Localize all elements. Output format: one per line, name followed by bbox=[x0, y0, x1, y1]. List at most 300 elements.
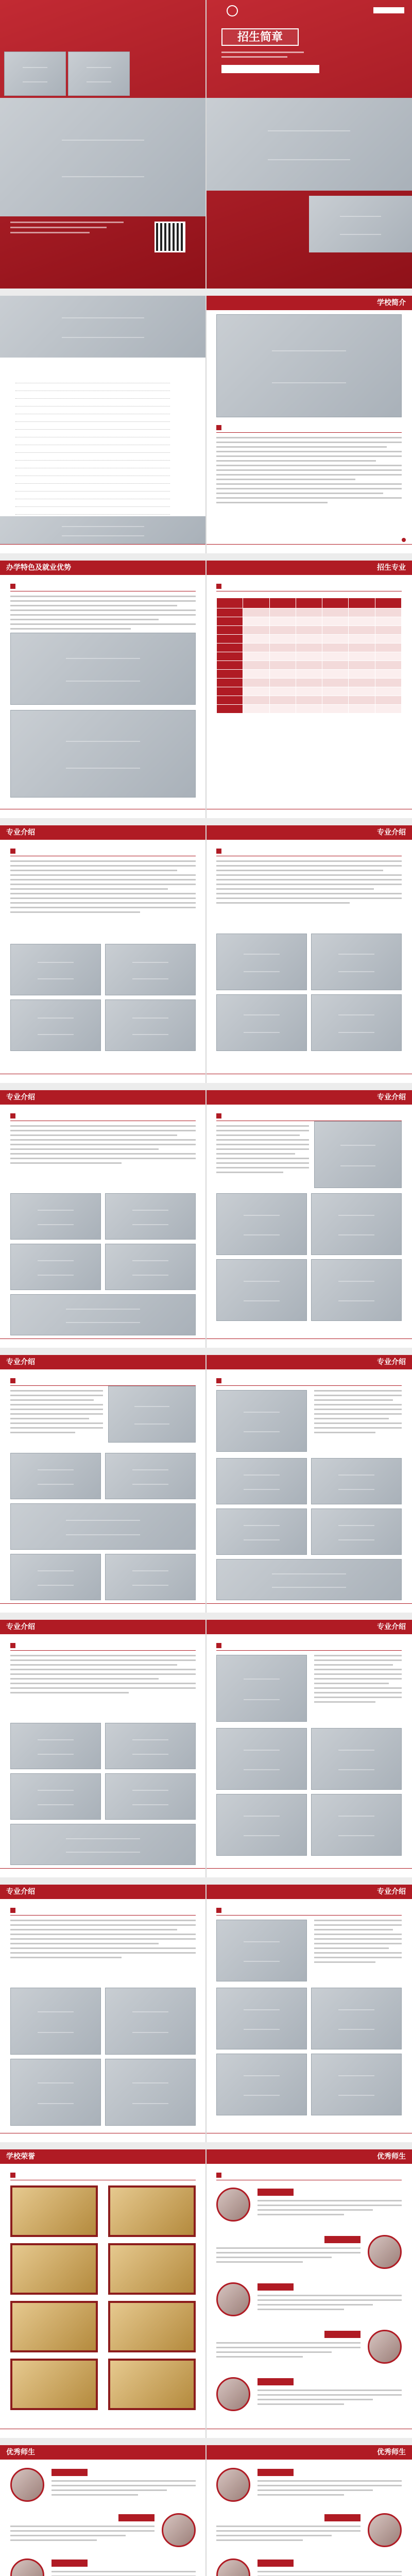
major-photo-4 bbox=[216, 2054, 307, 2115]
table-cell bbox=[243, 626, 269, 635]
table-cell bbox=[243, 661, 269, 670]
teacher-name bbox=[52, 2560, 88, 2567]
enrollment-heading bbox=[216, 581, 402, 591]
major-photo-6 bbox=[105, 1554, 196, 1600]
major-heading bbox=[10, 1640, 196, 1651]
advantages-page bbox=[0, 561, 206, 818]
teacher-card bbox=[216, 2556, 402, 2576]
section-band-majors: 专业介绍 bbox=[206, 1620, 412, 1634]
table-header bbox=[375, 598, 401, 608]
teacher-name bbox=[258, 2378, 294, 2385]
major-heading bbox=[10, 1111, 196, 1121]
majors-page-2 bbox=[206, 825, 412, 1083]
table-cell bbox=[243, 679, 269, 687]
table-cell bbox=[375, 705, 401, 714]
table-cell bbox=[349, 652, 375, 661]
major-photo-4 bbox=[105, 1244, 196, 1290]
table-row bbox=[217, 705, 402, 714]
honor-certificate bbox=[10, 2185, 98, 2237]
table-row bbox=[217, 635, 402, 643]
table-cell bbox=[349, 670, 375, 679]
table-header bbox=[349, 598, 375, 608]
majors-page-1 bbox=[0, 825, 206, 1083]
section-band-majors: 专业介绍 bbox=[206, 1885, 412, 1899]
teacher-bio bbox=[258, 2200, 402, 2218]
table-row bbox=[217, 643, 402, 652]
teacher-bio bbox=[216, 2247, 360, 2266]
table-cell bbox=[243, 635, 269, 643]
section-band-teachers: 优秀师生 bbox=[0, 2445, 206, 2460]
major-photo-5 bbox=[311, 1509, 402, 1555]
teacher-photo bbox=[368, 2235, 402, 2269]
spread-gutter bbox=[205, 561, 207, 818]
spread-gutter bbox=[205, 1355, 207, 1613]
table-cell bbox=[322, 696, 349, 705]
school-intro-text bbox=[216, 437, 402, 506]
teacher-name bbox=[324, 2236, 360, 2243]
major-photo-4 bbox=[105, 2059, 196, 2126]
spread-advantages bbox=[0, 561, 412, 818]
table-cell bbox=[349, 687, 375, 696]
contents-heading bbox=[15, 363, 77, 371]
major-photo-1 bbox=[10, 1723, 101, 1769]
page-footer bbox=[0, 1868, 206, 1877]
table-cell bbox=[322, 635, 349, 643]
cover-tag bbox=[373, 7, 404, 13]
page-footer bbox=[0, 1074, 206, 1083]
honor-certificate bbox=[108, 2185, 196, 2237]
teacher-name bbox=[258, 2560, 294, 2567]
table-cell bbox=[349, 617, 375, 626]
major-photo-4 bbox=[311, 994, 402, 1051]
table-cell bbox=[296, 617, 322, 626]
major-photo-4 bbox=[216, 1794, 307, 1856]
table-cell bbox=[375, 617, 401, 626]
major-photo-5 bbox=[10, 1824, 196, 1865]
enrollment-table bbox=[216, 598, 402, 714]
major-description bbox=[10, 1390, 103, 1436]
table-cell bbox=[217, 696, 243, 705]
brochure-title: 招生简章 bbox=[221, 28, 299, 46]
table-cell bbox=[375, 679, 401, 687]
major-description bbox=[10, 860, 196, 916]
spread-gutter bbox=[205, 296, 207, 553]
table-cell bbox=[269, 687, 296, 696]
section-band-majors: 专业介绍 bbox=[0, 1355, 206, 1369]
table-cell bbox=[375, 696, 401, 705]
table-cell bbox=[375, 670, 401, 679]
major-description bbox=[10, 1125, 196, 1167]
spread-gutter bbox=[205, 1090, 207, 1348]
honor-certificate bbox=[108, 2301, 196, 2352]
page-footer bbox=[0, 544, 206, 553]
teacher-card bbox=[216, 2185, 402, 2226]
major-heading bbox=[216, 1376, 402, 1386]
table-cell bbox=[243, 608, 269, 617]
teacher-card bbox=[216, 2280, 402, 2320]
honor-certificate bbox=[108, 2359, 196, 2410]
cover-main-photo bbox=[0, 98, 206, 216]
table-cell bbox=[322, 626, 349, 635]
section-band-majors: 专业介绍 bbox=[206, 1090, 412, 1105]
table-cell bbox=[243, 687, 269, 696]
teacher-photo bbox=[368, 2330, 402, 2364]
page-footer bbox=[0, 2133, 206, 2142]
major-heading bbox=[10, 1376, 196, 1386]
table-cell bbox=[269, 626, 296, 635]
cover-contact-block bbox=[10, 222, 124, 237]
majors-page-9 bbox=[0, 1885, 206, 2142]
major-heading bbox=[10, 846, 196, 856]
table-cell bbox=[243, 617, 269, 626]
cover-page bbox=[0, 0, 206, 289]
table-cell bbox=[322, 687, 349, 696]
table-cell bbox=[296, 626, 322, 635]
page-footer bbox=[206, 1338, 412, 1348]
table-header bbox=[296, 598, 322, 608]
table-cell bbox=[296, 635, 322, 643]
cover-qr-code bbox=[154, 222, 185, 252]
major-photo-6 bbox=[216, 1559, 402, 1600]
table-cell bbox=[322, 670, 349, 679]
major-photo-3 bbox=[10, 999, 101, 1051]
major-photo-4 bbox=[10, 1503, 196, 1550]
table-cell bbox=[217, 626, 243, 635]
major-photo-3 bbox=[10, 2059, 101, 2126]
teacher-card bbox=[216, 2511, 402, 2551]
cover-photo-lab bbox=[309, 196, 412, 252]
table-cell bbox=[322, 679, 349, 687]
table-cell bbox=[269, 670, 296, 679]
major-description bbox=[10, 1655, 196, 1697]
table-cell bbox=[296, 705, 322, 714]
major-photo-1 bbox=[216, 934, 307, 990]
major-description bbox=[216, 860, 402, 907]
teacher-card bbox=[216, 2328, 402, 2368]
toc-item[interactable] bbox=[15, 505, 170, 515]
teacher-bio bbox=[216, 2342, 360, 2361]
major-photo-3 bbox=[311, 1193, 402, 1255]
major-photo-1 bbox=[314, 1121, 402, 1188]
table-cell bbox=[349, 696, 375, 705]
table-cell bbox=[217, 652, 243, 661]
major-photo-2 bbox=[216, 1458, 307, 1504]
table-cell bbox=[217, 661, 243, 670]
page-footer bbox=[206, 809, 412, 818]
section-band-school-intro: 学校简介 bbox=[206, 296, 412, 310]
major-photo-1 bbox=[216, 1655, 307, 1722]
school-logo bbox=[227, 5, 238, 16]
major-photo-1 bbox=[216, 1920, 307, 1981]
teacher-bio bbox=[52, 2480, 196, 2499]
majors-page-3 bbox=[0, 1090, 206, 1348]
table-cell bbox=[217, 643, 243, 652]
major-heading bbox=[216, 1640, 402, 1651]
teacher-photo bbox=[10, 2558, 44, 2576]
teacher-card bbox=[216, 2375, 402, 2415]
table-cell bbox=[349, 635, 375, 643]
section-band-enrollment: 招生专业 bbox=[206, 561, 412, 575]
major-heading bbox=[216, 1111, 402, 1121]
major-photo-3 bbox=[311, 1728, 402, 1790]
teacher-card bbox=[10, 2511, 196, 2551]
teacher-photo bbox=[216, 2282, 250, 2316]
major-photo-3 bbox=[105, 1453, 196, 1499]
spread-gutter bbox=[205, 2149, 207, 2438]
honors-page bbox=[0, 2149, 206, 2438]
table-cell bbox=[375, 608, 401, 617]
major-description bbox=[314, 1920, 402, 1966]
majors-page-10 bbox=[206, 1885, 412, 2142]
spread-gutter bbox=[205, 825, 207, 1083]
major-description bbox=[314, 1655, 402, 1706]
table-cell bbox=[269, 661, 296, 670]
teacher-photo bbox=[216, 2468, 250, 2502]
page-footer bbox=[206, 1074, 412, 1083]
page-footer bbox=[206, 1603, 412, 1613]
major-description bbox=[10, 1920, 196, 1961]
advantages-photo-1 bbox=[10, 633, 196, 705]
spread-contents bbox=[0, 296, 412, 553]
table-cell bbox=[296, 652, 322, 661]
spread-teachers bbox=[0, 2445, 412, 2576]
table-cell bbox=[322, 661, 349, 670]
table-cell bbox=[217, 635, 243, 643]
table-cell bbox=[243, 696, 269, 705]
table-cell bbox=[269, 696, 296, 705]
page-footer bbox=[0, 1338, 206, 1348]
enrollment-page bbox=[206, 561, 412, 818]
teachers-page-1 bbox=[206, 2149, 412, 2438]
major-photo-3 bbox=[311, 1458, 402, 1504]
spread-majors-5 bbox=[0, 1885, 412, 2142]
table-cell bbox=[349, 608, 375, 617]
teachers-page-2 bbox=[0, 2445, 206, 2576]
major-photo-4 bbox=[216, 1509, 307, 1555]
teacher-bio bbox=[258, 2295, 402, 2313]
table-cell bbox=[296, 608, 322, 617]
table-cell bbox=[243, 705, 269, 714]
table-cell bbox=[322, 652, 349, 661]
table-cell bbox=[375, 626, 401, 635]
table-cell bbox=[269, 617, 296, 626]
school-name bbox=[241, 6, 375, 15]
teachers-heading bbox=[216, 2170, 402, 2180]
spread-majors-1 bbox=[0, 825, 412, 1083]
table-row bbox=[217, 608, 402, 617]
page-footer bbox=[206, 2133, 412, 2142]
table-cell bbox=[217, 608, 243, 617]
table-cell bbox=[375, 687, 401, 696]
major-photo-2 bbox=[10, 1453, 101, 1499]
major-photo-2 bbox=[105, 1723, 196, 1769]
page-footer bbox=[206, 1868, 412, 1877]
table-cell bbox=[243, 652, 269, 661]
honor-certificate bbox=[10, 2301, 98, 2352]
table-cell bbox=[243, 670, 269, 679]
major-photo-4 bbox=[216, 1259, 307, 1321]
table-cell bbox=[269, 608, 296, 617]
page-footer bbox=[206, 544, 412, 553]
table-cell bbox=[322, 643, 349, 652]
school-intro-heading bbox=[216, 422, 402, 433]
teacher-card bbox=[10, 2556, 196, 2576]
table-cell bbox=[217, 670, 243, 679]
major-photo-3 bbox=[311, 1988, 402, 2049]
table-row bbox=[217, 679, 402, 687]
major-photo-5 bbox=[311, 1259, 402, 1321]
table-header bbox=[322, 598, 349, 608]
table-cell bbox=[269, 705, 296, 714]
table-cell bbox=[296, 670, 322, 679]
teacher-photo bbox=[368, 2513, 402, 2547]
table-cell bbox=[269, 652, 296, 661]
teacher-bio bbox=[10, 2526, 154, 2544]
teachers-page-3 bbox=[206, 2445, 412, 2576]
cover-photo-students bbox=[4, 52, 66, 96]
major-photo-5 bbox=[311, 1794, 402, 1856]
major-photo-3 bbox=[10, 1773, 101, 1820]
teacher-bio bbox=[52, 2571, 196, 2576]
table-header bbox=[217, 598, 243, 608]
table-row bbox=[217, 626, 402, 635]
major-photo-2 bbox=[105, 1193, 196, 1240]
major-photo-1 bbox=[10, 944, 101, 995]
table-cell bbox=[217, 705, 243, 714]
table-cell bbox=[349, 626, 375, 635]
teacher-name bbox=[118, 2514, 154, 2521]
section-band-majors: 专业介绍 bbox=[206, 1355, 412, 1369]
section-band-teachers: 优秀师生 bbox=[206, 2445, 412, 2460]
major-photo-3 bbox=[216, 994, 307, 1051]
cover-photo-building bbox=[206, 98, 412, 191]
honor-certificate bbox=[10, 2359, 98, 2410]
section-band-majors: 专业介绍 bbox=[0, 825, 206, 840]
page-footer bbox=[0, 2429, 206, 2438]
major-photo-2 bbox=[105, 1988, 196, 2055]
major-photo-4 bbox=[105, 999, 196, 1051]
table-cell bbox=[322, 617, 349, 626]
honor-certificate bbox=[10, 2243, 98, 2295]
honor-certificate bbox=[108, 2243, 196, 2295]
table-row bbox=[217, 617, 402, 626]
table-cell bbox=[375, 661, 401, 670]
teacher-name bbox=[324, 2514, 360, 2521]
majors-page-7 bbox=[0, 1620, 206, 1877]
teacher-name bbox=[324, 2331, 360, 2338]
table-cell bbox=[217, 679, 243, 687]
contents-header-photo bbox=[0, 296, 206, 358]
cover-right-page bbox=[206, 0, 412, 289]
major-description bbox=[216, 1125, 309, 1176]
page-footer bbox=[0, 809, 206, 818]
table-header bbox=[269, 598, 296, 608]
spread-gutter bbox=[205, 1620, 207, 1877]
table-cell bbox=[296, 661, 322, 670]
table-header bbox=[243, 598, 269, 608]
section-band-majors: 专业介绍 bbox=[0, 1620, 206, 1634]
major-photo-1 bbox=[10, 1988, 101, 2055]
table-cell bbox=[269, 679, 296, 687]
table-cell bbox=[243, 643, 269, 652]
section-band-teachers: 优秀师生 bbox=[206, 2149, 412, 2164]
teacher-name bbox=[258, 2469, 294, 2476]
table-cell bbox=[217, 687, 243, 696]
table-cell bbox=[296, 687, 322, 696]
teacher-name bbox=[258, 2283, 294, 2291]
major-photo-2 bbox=[216, 1728, 307, 1790]
page-footer bbox=[0, 1603, 206, 1613]
major-heading bbox=[216, 1905, 402, 1916]
table-cell bbox=[375, 635, 401, 643]
table-row bbox=[217, 687, 402, 696]
spread-majors-3 bbox=[0, 1355, 412, 1613]
spread-honors bbox=[0, 2149, 412, 2438]
enrollment-phone bbox=[221, 65, 319, 73]
teacher-card bbox=[216, 2466, 402, 2506]
teacher-photo bbox=[216, 2188, 250, 2222]
spread-gutter bbox=[205, 1885, 207, 2142]
spread-gutter bbox=[205, 2445, 207, 2576]
advantages-text bbox=[10, 596, 196, 633]
decorative-dot bbox=[402, 538, 406, 542]
spread-cover bbox=[0, 0, 412, 289]
table-cell bbox=[269, 635, 296, 643]
section-band-advantages: 办学特色及就业优势 bbox=[0, 561, 206, 575]
teacher-bio bbox=[258, 2571, 402, 2576]
major-photo-2 bbox=[105, 944, 196, 995]
teacher-name bbox=[52, 2469, 88, 2476]
major-photo-5 bbox=[10, 1554, 101, 1600]
table-row bbox=[217, 661, 402, 670]
teacher-photo bbox=[216, 2377, 250, 2411]
table-cell bbox=[349, 679, 375, 687]
major-photo-1 bbox=[10, 1193, 101, 1240]
teacher-bio bbox=[216, 2526, 360, 2544]
contents-page bbox=[0, 296, 206, 553]
table-cell bbox=[217, 617, 243, 626]
section-band-majors: 专业介绍 bbox=[206, 825, 412, 840]
table-cell bbox=[375, 652, 401, 661]
advantages-photo-2 bbox=[10, 710, 196, 798]
table-cell bbox=[322, 608, 349, 617]
advantages-heading bbox=[10, 581, 196, 591]
table-cell bbox=[296, 643, 322, 652]
major-photo-2 bbox=[216, 1193, 307, 1255]
major-photo-3 bbox=[10, 1244, 101, 1290]
teacher-photo bbox=[10, 2468, 44, 2502]
teacher-card bbox=[216, 2233, 402, 2273]
page-footer bbox=[206, 2429, 412, 2438]
major-photo-2 bbox=[311, 934, 402, 990]
table-cell bbox=[375, 643, 401, 652]
major-heading bbox=[216, 846, 402, 856]
table-cell bbox=[296, 679, 322, 687]
table-row bbox=[217, 696, 402, 705]
teacher-photo bbox=[162, 2513, 196, 2547]
majors-page-8 bbox=[206, 1620, 412, 1877]
major-photo-5 bbox=[311, 2054, 402, 2115]
school-intro-photo bbox=[216, 314, 402, 417]
table-cell bbox=[349, 661, 375, 670]
cover-photo-campus bbox=[68, 52, 130, 96]
majors-page-4 bbox=[206, 1090, 412, 1348]
teacher-card bbox=[10, 2466, 196, 2506]
major-description bbox=[314, 1390, 402, 1436]
table-cell bbox=[322, 705, 349, 714]
section-band-majors: 专业介绍 bbox=[0, 1885, 206, 1899]
table-cell bbox=[269, 643, 296, 652]
